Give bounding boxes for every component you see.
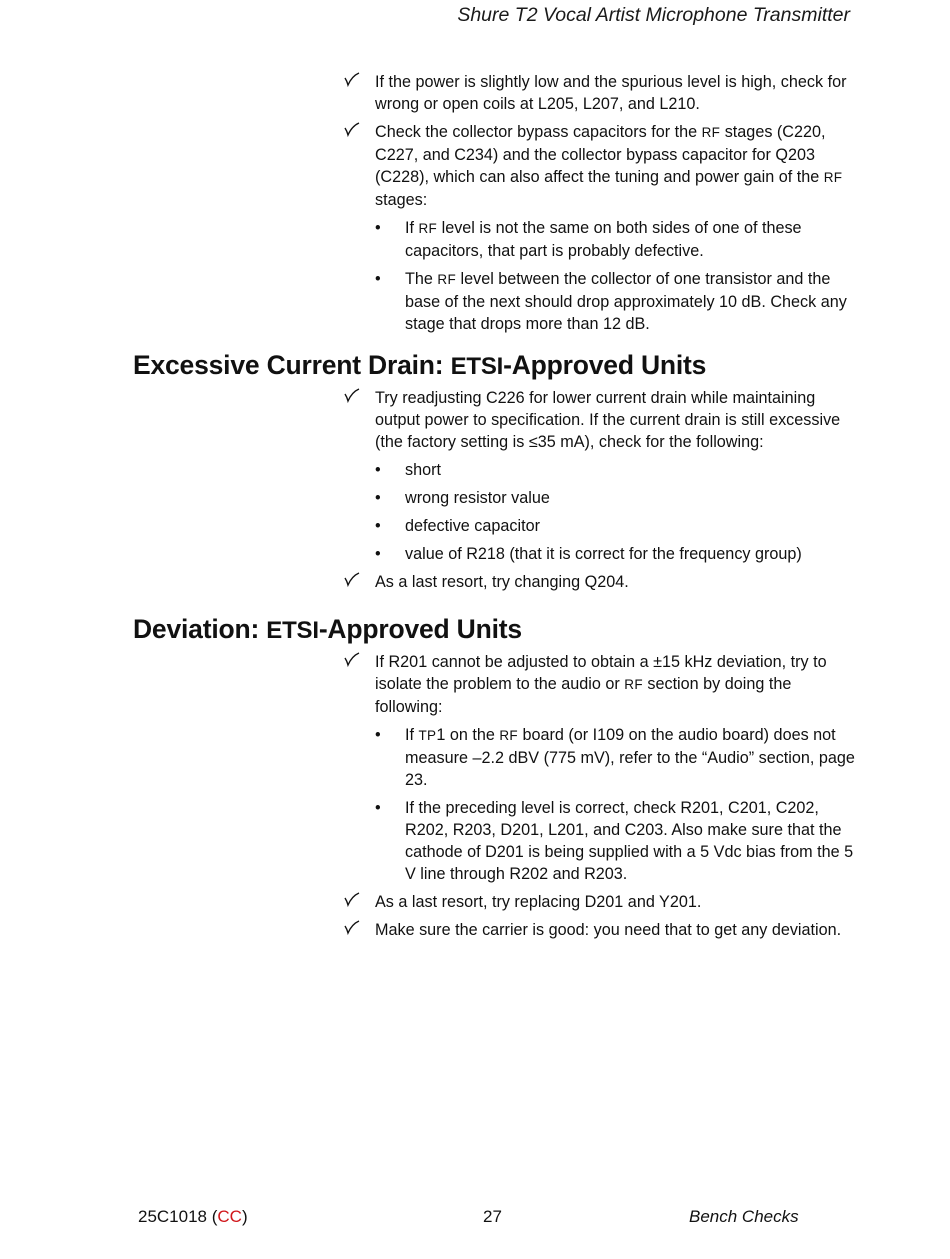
bullet-text: board (or I109 on the audio board) does not measure –2.2 dBV (775 mV), refer to the “Audio” section, page 23. xyxy=(405,726,855,789)
rf-abbrev: RF xyxy=(499,728,518,743)
rf-abbrev: RF xyxy=(701,125,721,140)
checkmark-icon xyxy=(343,650,361,668)
bullet-item xyxy=(375,543,855,565)
bullet-text: wrong resistor value xyxy=(405,489,550,507)
check-item xyxy=(375,891,855,913)
bullet-item xyxy=(375,797,855,885)
check-item xyxy=(375,71,855,115)
check-item xyxy=(375,387,855,453)
check-item xyxy=(375,121,855,211)
bullet-icon: • xyxy=(375,489,381,507)
checkmark-icon xyxy=(343,386,361,404)
bullet-icon: • xyxy=(375,270,381,288)
bullet-text: level is not the same on both sides of one of these capacitors, that part is probably defective. xyxy=(405,219,802,260)
heading-tag: ETSI xyxy=(450,353,504,380)
heading-text: -Approved Units xyxy=(318,614,522,644)
check-item-text: Try readjusting C226 for lower current drain while maintaining output power to specification. If the current drain is still excessive (the factory setting is xyxy=(375,389,841,451)
running-header: Shure T2 Vocal Artist Microphone Transmitter xyxy=(457,4,850,26)
footer-section-name: Bench Checks xyxy=(689,1207,799,1226)
heading-text: Deviation: xyxy=(133,614,267,644)
bullet-text: 1 on the xyxy=(436,726,500,744)
rf-abbrev: RF xyxy=(418,221,438,236)
bullet-text: If xyxy=(405,726,419,744)
footer-doc-number xyxy=(138,1207,248,1227)
bullet-icon: • xyxy=(375,726,381,744)
bullet-text: level between the collector of one transistor and the base of the next should drop approximately 10 dB. Check any stage that drops more than 12 dB. xyxy=(405,270,847,333)
check-item-text: If the power is slightly low and the spurious level is high, check for wrong or open coils at L205, L207, and L210. xyxy=(375,73,847,113)
heading-tag: ETSI xyxy=(266,617,319,644)
leq-symbol: ≤ xyxy=(528,433,538,451)
check-item-text: 35 mA), check for the following: xyxy=(537,433,764,451)
plus-minus-symbol: ± xyxy=(653,653,662,671)
checkmark-icon xyxy=(343,120,361,138)
rf-abbrev: RF xyxy=(624,677,643,692)
bullet-text: The xyxy=(405,270,438,288)
bullet-item xyxy=(375,515,855,537)
check-item-text: As a last resort, try changing Q204. xyxy=(375,573,629,591)
tp-abbrev: TP xyxy=(418,728,437,743)
footer-text: 25C1018 ( xyxy=(138,1207,218,1226)
check-item-text: Make sure the carrier is good: you need that to get any deviation. xyxy=(375,921,842,939)
check-item-text: If R201 cannot be adjusted to obtain a xyxy=(375,653,654,671)
bullet-item xyxy=(375,268,855,335)
checkmark-icon xyxy=(343,570,361,588)
current-drain-block xyxy=(375,387,855,593)
rf-abbrev: RF xyxy=(823,170,843,185)
footer-text: ) xyxy=(241,1207,248,1226)
deviation-block xyxy=(375,651,855,941)
bullet-item xyxy=(375,487,855,509)
checkmark-icon xyxy=(343,918,361,936)
check-item-text: 15 kHz deviation, try to isolate the problem to the audio or xyxy=(375,653,827,693)
checkmark-icon xyxy=(343,890,361,908)
bullet-text: short xyxy=(405,461,441,479)
bullet-icon: • xyxy=(375,219,381,237)
bullet-icon: • xyxy=(375,799,381,817)
bullet-text: value of R218 (that it is correct for the frequency group) xyxy=(405,545,802,563)
bullet-icon: • xyxy=(375,461,381,479)
check-item-text: stages (C220, C227, and C234) and the collector bypass capacitor for Q203 (C228), which can also affect the tuning and power gain of the xyxy=(375,123,826,186)
check-item-text: Check the collector bypass capacitors for the xyxy=(375,123,702,141)
bullet-item xyxy=(375,724,855,791)
check-item xyxy=(375,651,855,718)
rf-abbrev: RF xyxy=(437,272,457,287)
check-item xyxy=(375,571,855,593)
bullet-text: defective capacitor xyxy=(405,517,540,535)
heading-text: -Approved Units xyxy=(503,350,707,380)
footer-doc-code: CC xyxy=(217,1207,242,1226)
checkmark-icon xyxy=(343,70,361,88)
bullet-item xyxy=(375,459,855,481)
heading-text: Excessive Current Drain: xyxy=(133,350,451,380)
check-item xyxy=(375,919,855,941)
section-heading-deviation xyxy=(133,614,522,645)
check-item-text: stages: xyxy=(375,191,428,209)
check-item-text: As a last resort, try replacing D201 and Y201. xyxy=(375,893,702,911)
bullet-text: If the preceding level is correct, check R201, C201, C202, R202, R203, D201, L201, and C203. Also make sure that the cathode of D201 is being supplied with a 5 Vdc bias from the 5 V line through R202 and R203. xyxy=(405,799,854,883)
section-heading-current-drain xyxy=(133,350,706,381)
bullet-icon: • xyxy=(375,545,381,563)
bullet-item xyxy=(375,217,855,262)
bullet-icon: • xyxy=(375,517,381,535)
bullet-text: If xyxy=(405,219,419,237)
page-number: 27 xyxy=(483,1207,502,1226)
check-item-text: section by doing the following: xyxy=(375,675,792,716)
intro-block xyxy=(375,71,855,335)
